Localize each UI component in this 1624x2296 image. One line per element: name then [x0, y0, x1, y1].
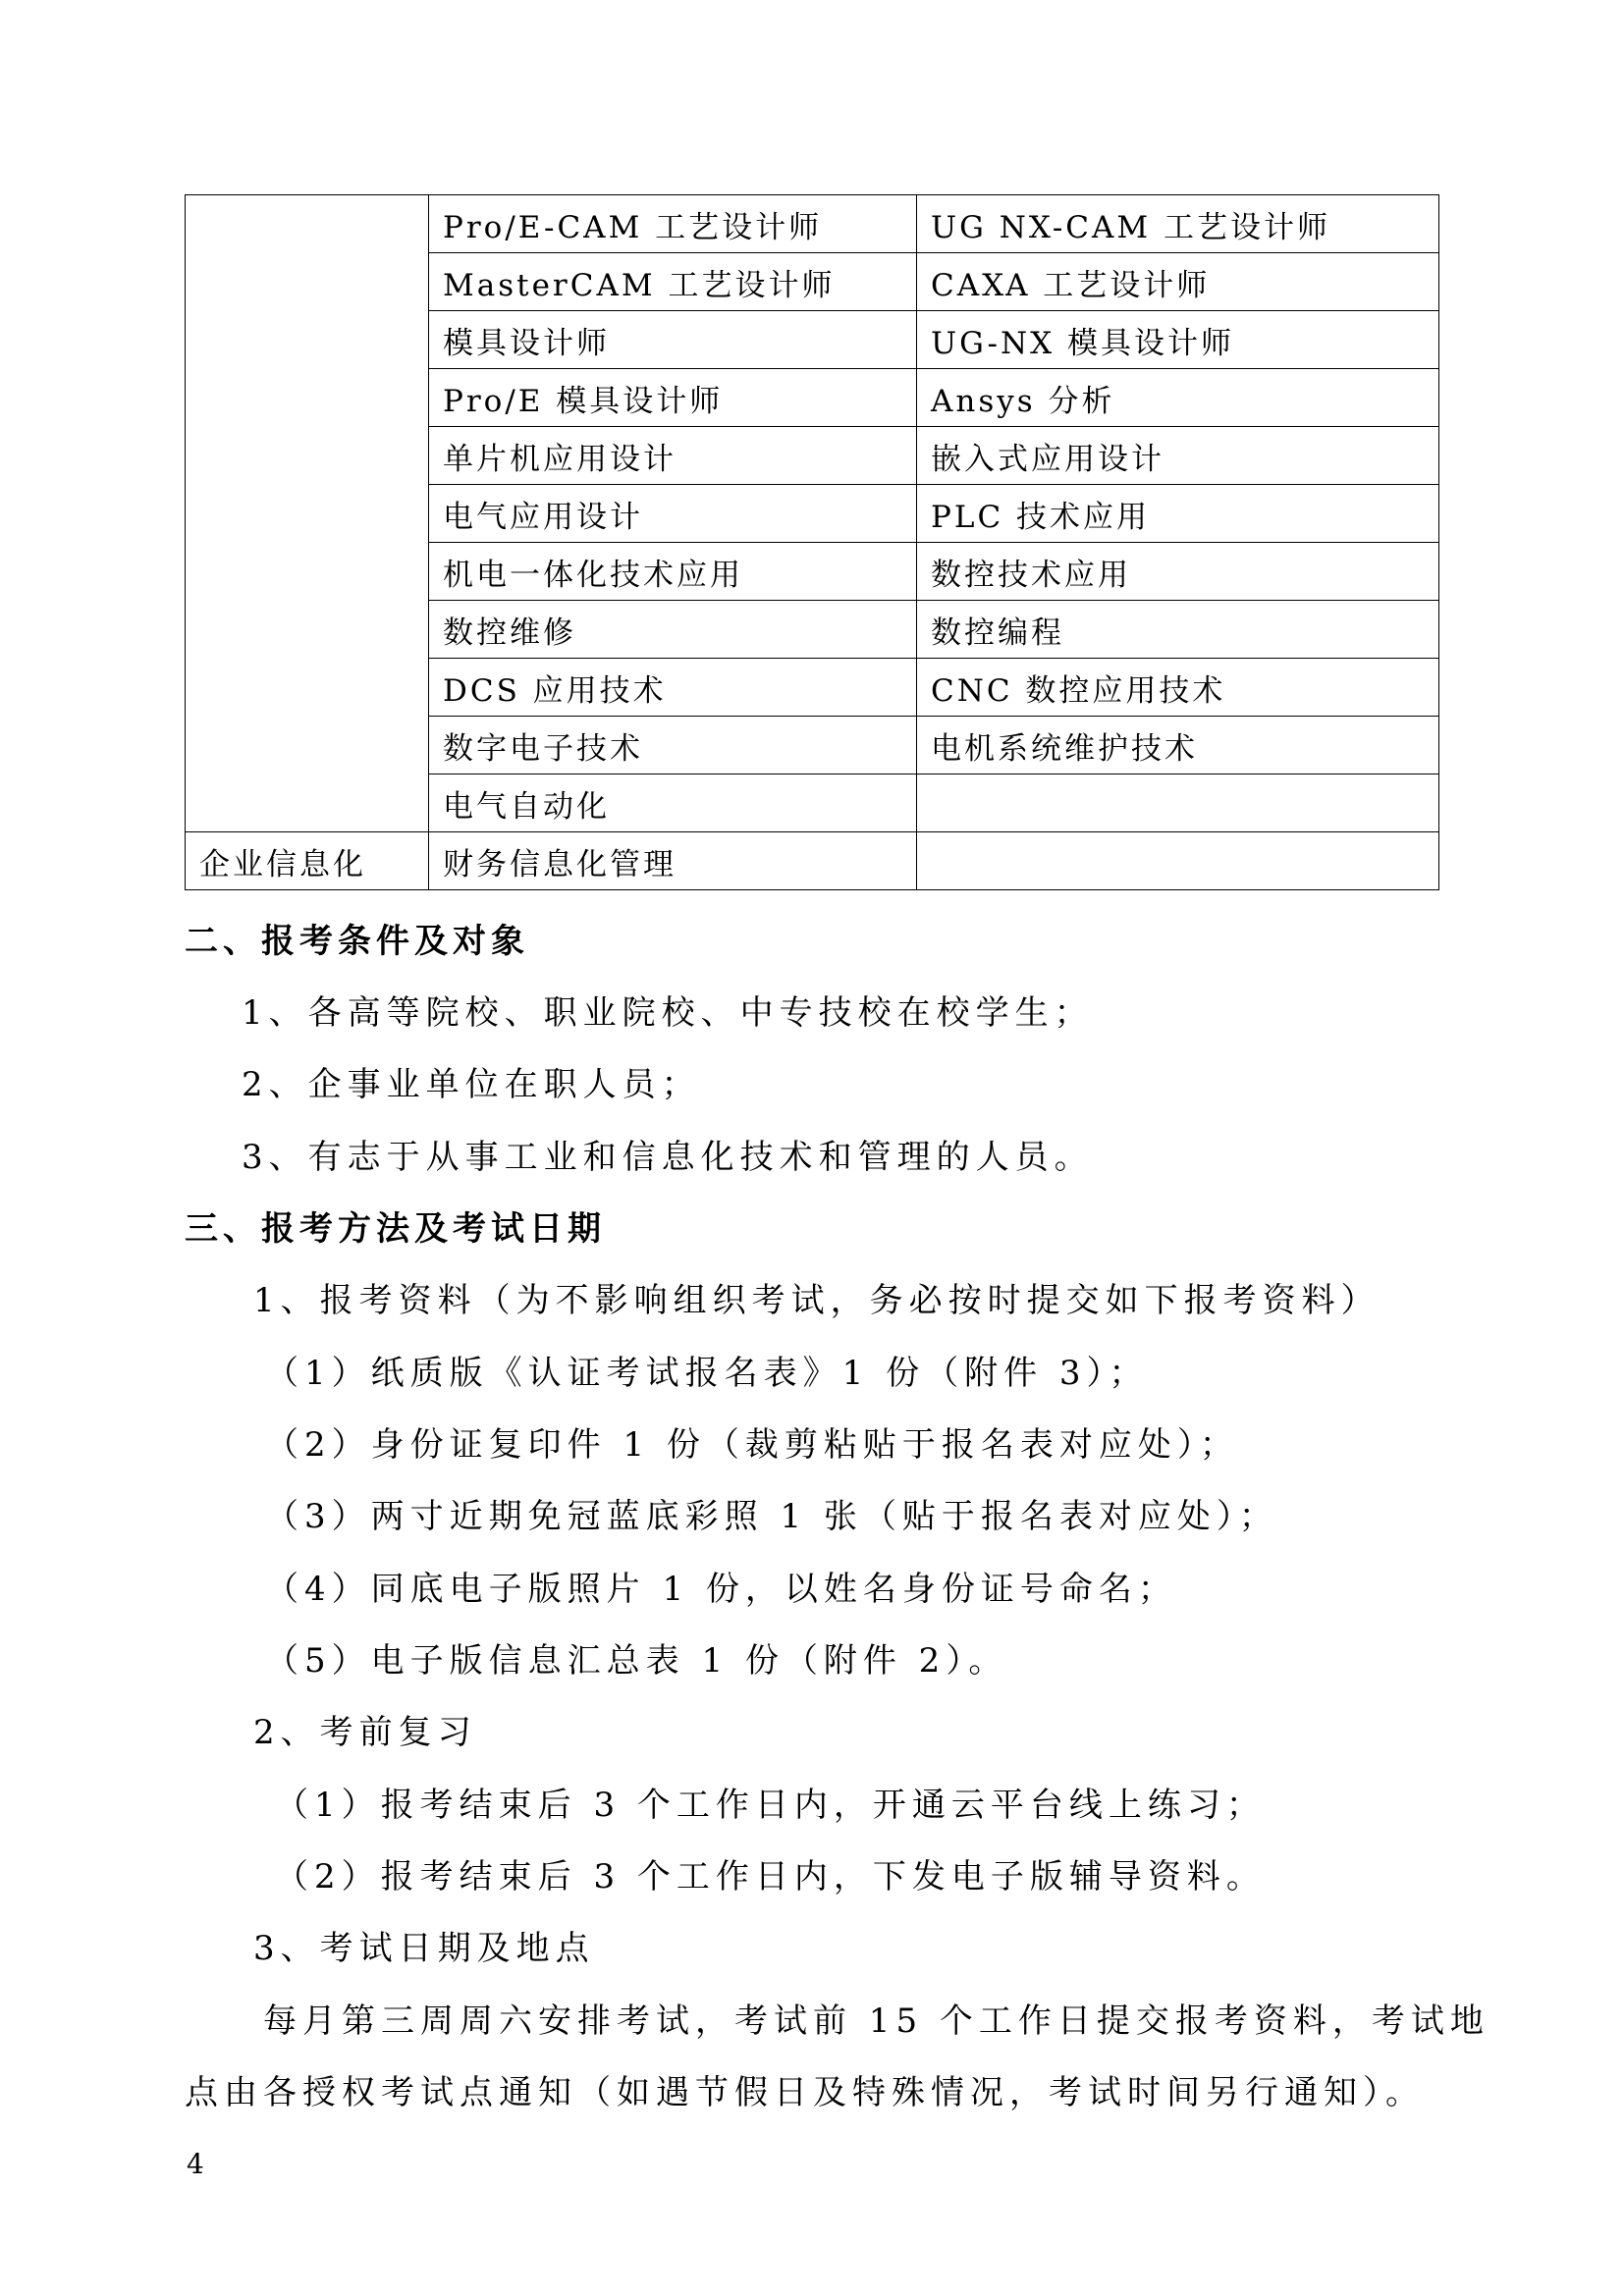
course-cell-right — [917, 774, 1439, 832]
review-item-1: （1）报考结束后 3 个工作日内，开通云平台线上练习； — [275, 1786, 1266, 1825]
course-cell-left: 机电一体化技术应用 — [429, 543, 917, 601]
course-table — [185, 194, 1439, 890]
page-number: 4 — [187, 2148, 204, 2180]
condition-item-2: 2、企事业单位在职人员； — [242, 1065, 701, 1104]
category-cell — [186, 195, 429, 832]
course-cell-right: 数控编程 — [917, 601, 1439, 659]
course-cell-left: 数控维修 — [429, 601, 917, 659]
course-cell-right: 数控技术应用 — [917, 543, 1439, 601]
course-cell-left: Pro/E-CAM 工艺设计师 — [429, 195, 917, 253]
material-item-4: （4）同底电子版照片 1 份，以姓名身份证号命名； — [265, 1570, 1177, 1609]
course-cell-left: MasterCAM 工艺设计师 — [429, 253, 917, 311]
course-cell-right: Ansys 分析 — [917, 369, 1439, 427]
course-cell-left: DCS 应用技术 — [429, 659, 917, 717]
course-cell-left: 财务信息化管理 — [429, 832, 917, 890]
course-cell-right: CAXA 工艺设计师 — [917, 253, 1439, 311]
course-cell-left: 数字电子技术 — [429, 717, 917, 774]
condition-item-1: 1、各高等院校、职业院校、中专技校在校学生； — [242, 993, 1094, 1033]
date-title: 3、考试日期及地点 — [253, 1929, 595, 1968]
course-cell-right: UG NX-CAM 工艺设计师 — [917, 195, 1439, 253]
material-item-1: （1）纸质版《认证考试报名表》1 份（附件 3）； — [265, 1354, 1149, 1393]
course-cell-right: CNC 数控应用技术 — [917, 659, 1439, 717]
material-item-2: （2）身份证复印件 1 份（裁剪粘贴于报名表对应处）； — [265, 1425, 1239, 1465]
review-title: 2、考前复习 — [253, 1713, 477, 1752]
course-cell-left: 单片机应用设计 — [429, 427, 917, 485]
table-row — [186, 832, 1439, 890]
course-cell-left: 电气自动化 — [429, 774, 917, 832]
table-row — [186, 195, 1439, 253]
date-text-line-1: 每月第三周周六安排考试，考试前 15 个工作日提交报考资料，考试地 — [263, 2002, 1489, 2041]
category-cell: 企业信息化 — [186, 832, 429, 890]
course-cell-right: 电机系统维护技术 — [917, 717, 1439, 774]
section-2-heading: 二、报考条件及对象 — [185, 922, 529, 961]
section-3-heading: 三、报考方法及考试日期 — [185, 1209, 606, 1249]
course-cell-left: 模具设计师 — [429, 311, 917, 369]
course-cell-right: PLC 技术应用 — [917, 485, 1439, 543]
course-cell-right — [917, 832, 1439, 890]
course-cell-left: 电气应用设计 — [429, 485, 917, 543]
course-cell-right: 嵌入式应用设计 — [917, 427, 1439, 485]
review-item-2: （2）报考结束后 3 个工作日内，下发电子版辅导资料。 — [275, 1857, 1266, 1896]
date-text-line-2: 点由各授权考试点通知（如遇节假日及特殊情况，考试时间另行通知）。 — [185, 2073, 1425, 2112]
course-cell-right: UG-NX 模具设计师 — [917, 311, 1439, 369]
course-cell-left: Pro/E 模具设计师 — [429, 369, 917, 427]
materials-title: 1、报考资料（为不影响组织考试，务必按时提交如下报考资料） — [253, 1281, 1380, 1320]
material-item-3: （3）两寸近期免冠蓝底彩照 1 张（贴于报名表对应处）； — [265, 1497, 1278, 1536]
material-item-5: （5）电子版信息汇总表 1 份（附件 2）。 — [265, 1641, 1008, 1681]
condition-item-3: 3、有志于从事工业和信息化技术和管理的人员。 — [242, 1138, 1094, 1177]
